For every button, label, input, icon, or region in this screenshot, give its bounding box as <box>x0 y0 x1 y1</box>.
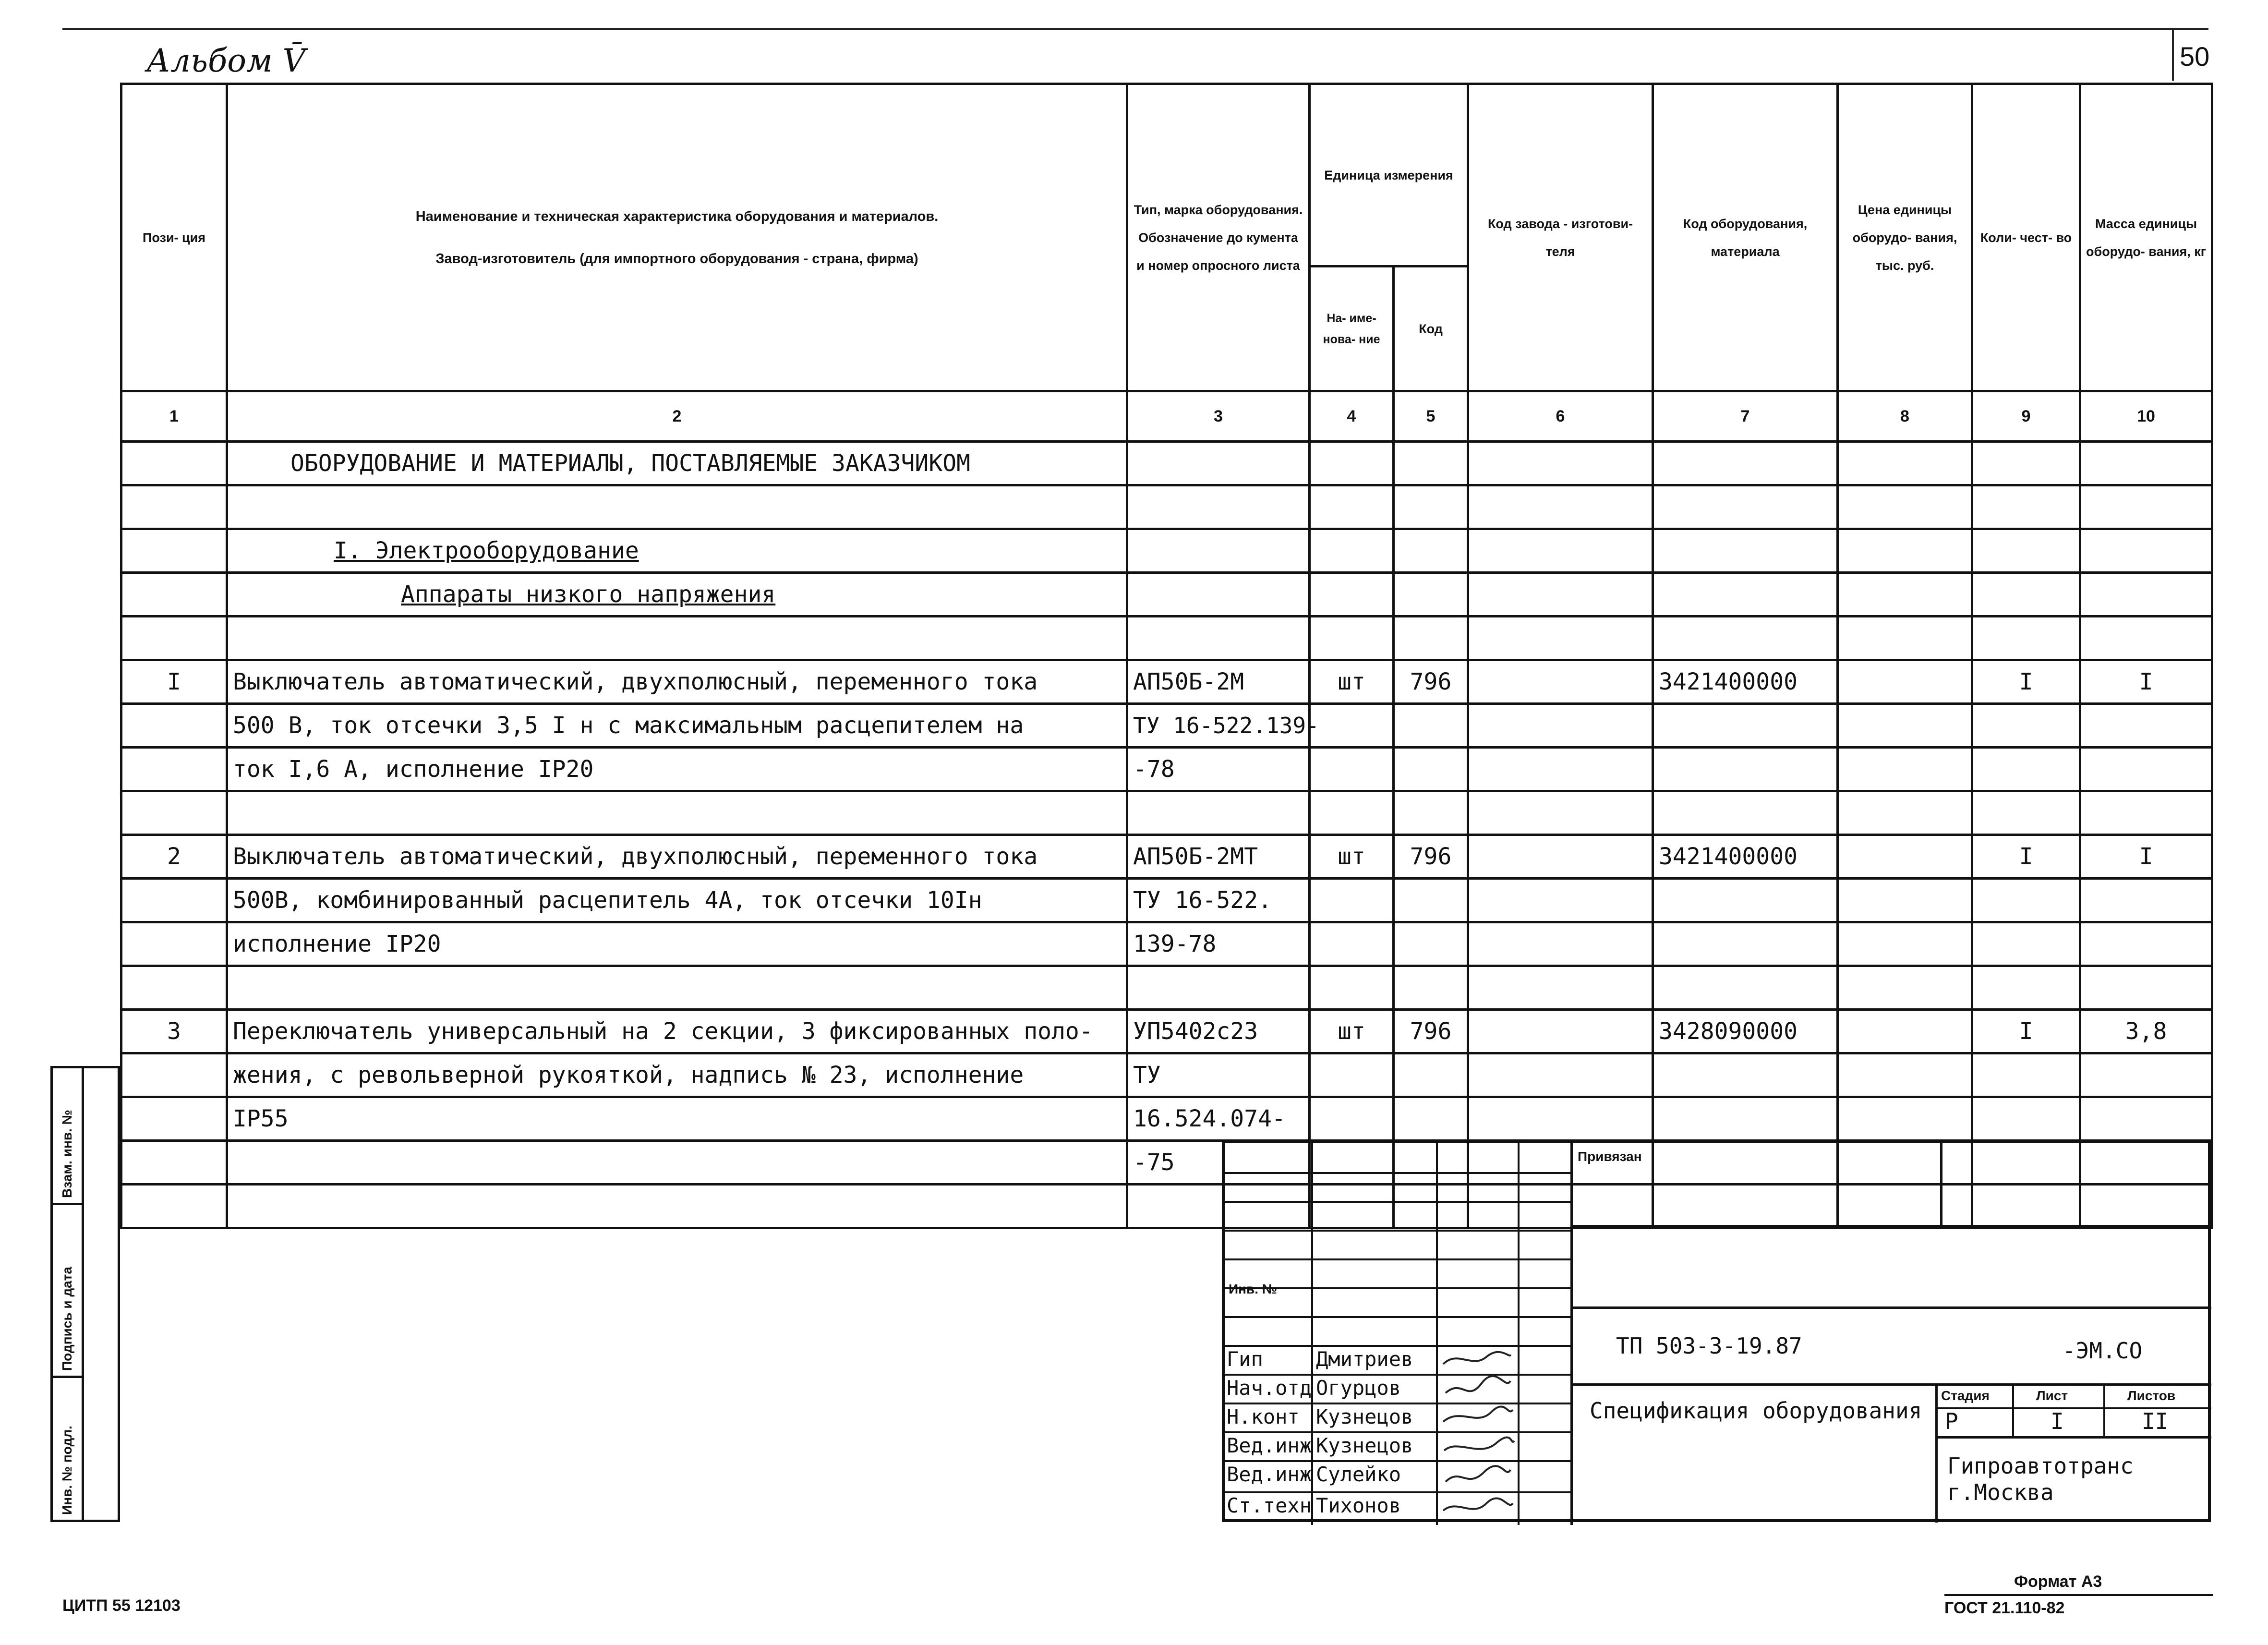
tb-stage: Р <box>1945 1408 1958 1434</box>
tb-doc-code: ТП 503-3-19.87 <box>1616 1333 1802 1359</box>
item-type-line: 139-78 <box>1127 922 1310 966</box>
item-type-line: 16.524.074- <box>1127 1097 1310 1141</box>
item-description-line: ток I,6 А, исполнение IP20 <box>227 748 1127 791</box>
staff-name: Огурцов <box>1316 1376 1401 1400</box>
tb-doc-title: Спецификация оборудования <box>1590 1398 1922 1424</box>
subsection-title: I. Электрооборудование <box>227 529 1127 573</box>
item-equipment-code: 3428090000 <box>1653 1010 1838 1053</box>
col-number-9: 9 <box>1972 391 2080 442</box>
table-row <box>121 835 2212 879</box>
header-type: Тип, марка оборудования. Обозначение до кумента и номер опросного листа <box>1127 84 1310 391</box>
item-unit-code: 796 <box>1394 835 1468 879</box>
side-vzam-inv: Взам. инв. № <box>60 1110 74 1198</box>
item-type-line: ТУ 16-522. <box>1127 879 1310 922</box>
col-number-2: 2 <box>227 391 1127 442</box>
col-number-6: 6 <box>1468 391 1653 442</box>
tb-stage-label: Стадия <box>1941 1388 1990 1403</box>
col-number-3: 3 <box>1127 391 1310 442</box>
col-number-1: 1 <box>121 391 227 442</box>
header-position: Пози- ция <box>121 84 227 391</box>
tb-sheets-label: Листов <box>2127 1388 2176 1403</box>
item-unit-name: шт <box>1310 1010 1394 1053</box>
signatures <box>1438 1345 1518 1523</box>
item-description-line: Выключатель автоматический, двухполюсный, переменного тока <box>227 835 1127 879</box>
footer-rule <box>1944 1594 2213 1596</box>
item-type-line: -78 <box>1127 748 1310 791</box>
album-label: Альбом V̄ <box>146 42 306 79</box>
header-unit: Единица измерения <box>1310 84 1468 266</box>
item-unit-code: 796 <box>1394 1010 1468 1053</box>
header-equipment-code: Код оборудования, материала <box>1653 84 1838 391</box>
staff-role: Вед.инж <box>1227 1434 1312 1457</box>
right-corner-line <box>2172 28 2174 81</box>
tb-privyazan: Привязан <box>1578 1149 1642 1164</box>
subsubsection-title: Аппараты низкого напряжения <box>227 573 1127 617</box>
item-equipment-code: 3421400000 <box>1653 660 1838 704</box>
item-description-line: 500 В, ток отсечки 3,5 I н с максимальным расцепителем на <box>227 704 1127 748</box>
item-type-line: ТУ <box>1127 1053 1310 1097</box>
section-title: ОБОРУДОВАНИЕ И МАТЕРИАЛЫ, ПОСТАВЛЯЕМЫЕ ЗАКАЗЧИКОМ <box>227 442 1127 485</box>
item-description-line: 500В, комбинированный расцепитель 4А, ток отсечки 10Iн <box>227 879 1127 922</box>
header-name <box>227 84 1127 391</box>
item-type-line: АП50Б-2МТ <box>1127 835 1310 879</box>
item-mass: I <box>2080 835 2212 879</box>
item-description-line: Выключатель автоматический, двухполюсный, переменного тока <box>227 660 1127 704</box>
item-position: 3 <box>121 1010 227 1053</box>
staff-role: Ст.техн <box>1227 1494 1312 1517</box>
staff-name: Сулейко <box>1316 1463 1401 1486</box>
item-quantity: I <box>1972 660 2080 704</box>
item-mass: 3,8 <box>2080 1010 2212 1053</box>
title-block <box>1222 1140 2211 1522</box>
item-mass: I <box>2080 660 2212 704</box>
col-number-5: 5 <box>1394 391 1468 442</box>
footer-left: ЦИТП 55 12103 <box>62 1597 181 1615</box>
header-price: Цена единицы оборудо- вания, тыс. руб. <box>1838 84 1972 391</box>
staff-name: Кузнецов <box>1316 1405 1413 1428</box>
tb-sheet-label: Лист <box>2036 1388 2068 1403</box>
staff-role: Н.конт <box>1227 1405 1300 1428</box>
item-unit-code: 796 <box>1394 660 1468 704</box>
header-plant-code: Код завода - изготови- теля <box>1468 84 1653 391</box>
footer-format: Формат А3 <box>2014 1572 2102 1591</box>
item-description-line: Переключатель универсальный на 2 секции, 3 фиксированных поло- <box>227 1010 1127 1053</box>
tb-doc-suffix: -ЭМ.СО <box>2063 1338 2143 1364</box>
table-row <box>121 1010 2212 1053</box>
item-type-line: ТУ 16-522.139- <box>1127 704 1310 748</box>
sheet-number-corner: 50 <box>2180 41 2210 72</box>
item-unit-name: шт <box>1310 835 1394 879</box>
item-quantity: I <box>1972 835 2080 879</box>
tb-sheet: I <box>2051 1408 2064 1434</box>
col-number-8: 8 <box>1838 391 1972 442</box>
col-number-4: 4 <box>1310 391 1394 442</box>
col-number-7: 7 <box>1653 391 1838 442</box>
side-podpis-data: Подпись и дата <box>60 1267 74 1371</box>
header-name-line1: Наименование и техническая характеристика оборудования и материалов. <box>415 208 939 224</box>
top-border-line <box>62 28 2208 30</box>
header-unit-name: На- име- нова- ние <box>1310 266 1394 391</box>
col-number-10: 10 <box>2080 391 2212 442</box>
staff-name: Кузнецов <box>1316 1434 1413 1457</box>
item-description-line: жения, с револьверной рукояткой, надпись № 23, исполнение <box>227 1053 1127 1097</box>
tb-sheets: II <box>2142 1408 2169 1434</box>
tb-inv-no: Инв. № <box>1229 1282 1278 1296</box>
item-equipment-code: 3421400000 <box>1653 835 1838 879</box>
item-description-line: исполнение IP20 <box>227 922 1127 966</box>
item-position: I <box>121 660 227 704</box>
side-stamp <box>50 1066 120 1522</box>
tb-org-line2: г.Москва <box>1947 1479 2054 1505</box>
item-type-line: -75 <box>1127 1141 1310 1185</box>
footer-gost: ГОСТ 21.110-82 <box>1944 1599 2065 1617</box>
staff-role: Гип <box>1227 1347 1263 1371</box>
item-position: 2 <box>121 835 227 879</box>
item-type-line: УП5402с23 <box>1127 1010 1310 1053</box>
staff-name: Дмитриев <box>1316 1347 1413 1371</box>
table-row <box>121 660 2212 704</box>
header-mass: Масса единицы оборудо- вания, кг <box>2080 84 2212 391</box>
side-inv-podl: Инв. № подл. <box>60 1426 74 1515</box>
tb-org-line1: Гипроавтотранс <box>1947 1453 2134 1479</box>
item-description-line: IP55 <box>227 1097 1127 1141</box>
header-name-line2: Завод-изготовитель (для импортного оборудования - страна, фирма) <box>435 251 918 266</box>
staff-name: Тихонов <box>1316 1494 1401 1517</box>
item-unit-name: шт <box>1310 660 1394 704</box>
header-quantity: Коли- чест- во <box>1972 84 2080 391</box>
item-type-line: АП50Б-2М <box>1127 660 1310 704</box>
item-quantity: I <box>1972 1010 2080 1053</box>
staff-role: Вед.инж <box>1227 1463 1312 1486</box>
header-unit-code: Код <box>1394 266 1468 391</box>
staff-role: Нач.отд <box>1227 1376 1312 1400</box>
